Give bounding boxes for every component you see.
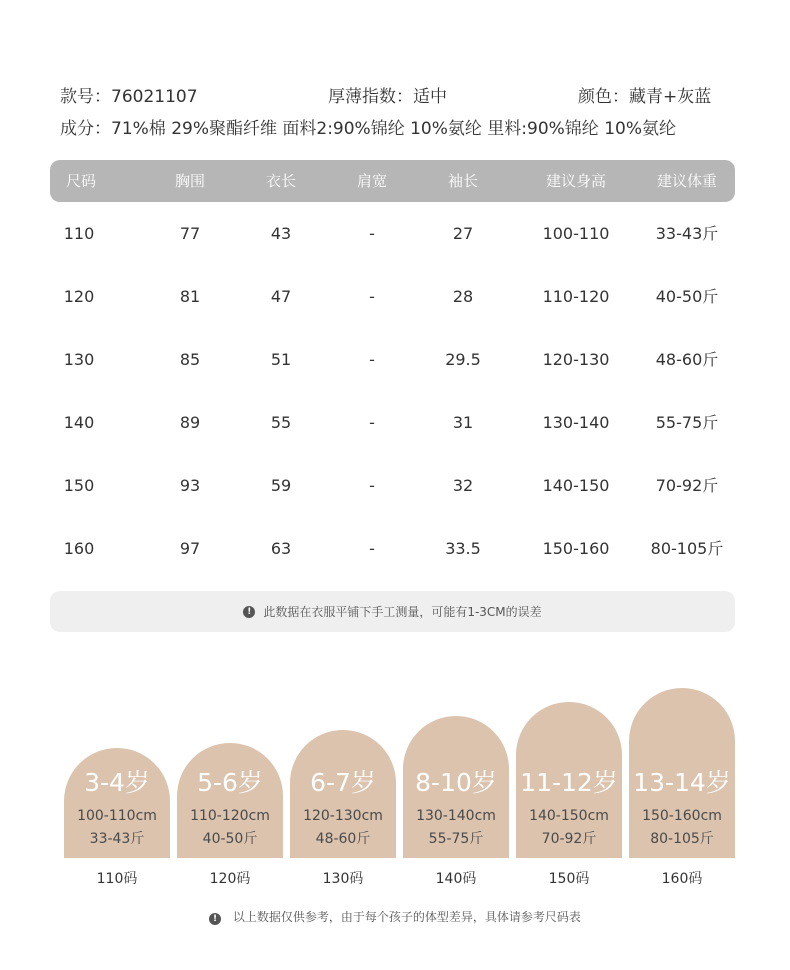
table-cell: 63 xyxy=(270,539,292,558)
arch-weight: 33-43斤 xyxy=(89,831,145,847)
arch-age: 11-12岁 xyxy=(520,768,618,797)
table-cell: 33.5 xyxy=(445,539,481,558)
arch-weight: 40-50斤 xyxy=(202,831,258,847)
size-table xyxy=(50,160,735,580)
arch-size-label: 120码 xyxy=(209,871,251,887)
table-cell: 93 xyxy=(179,476,201,495)
header-height: 建议身高 xyxy=(545,172,607,190)
table-cell: 150-160 xyxy=(542,539,610,558)
size-arch xyxy=(403,716,509,858)
header-chest: 胸围 xyxy=(174,172,206,190)
arch-age: 13-14岁 xyxy=(633,768,731,797)
info-icon: ! xyxy=(243,606,255,618)
table-row xyxy=(50,328,735,391)
table-cell: 100-110 xyxy=(542,224,610,243)
table-cell: 59 xyxy=(270,476,292,495)
arch-size-label: 140码 xyxy=(435,871,477,887)
table-cell: 70-92斤 xyxy=(655,476,719,495)
arch-height: 130-140cm xyxy=(416,808,496,824)
table-cell: - xyxy=(369,350,375,369)
header-shoulder: 肩宽 xyxy=(356,172,388,190)
header-sleeve: 袖长 xyxy=(447,172,479,190)
table-cell: 33-43斤 xyxy=(655,224,719,243)
arch-age: 6-7岁 xyxy=(310,768,376,797)
arch-height: 120-130cm xyxy=(303,808,383,824)
arch-size-label: 130码 xyxy=(322,871,364,887)
arch-height: 110-120cm xyxy=(190,808,270,824)
table-cell: 29.5 xyxy=(445,350,481,369)
arch-weight: 70-92斤 xyxy=(541,831,597,847)
header-size: 尺码 xyxy=(65,172,97,190)
table-cell: 40-50斤 xyxy=(655,287,719,306)
size-arch xyxy=(177,743,283,858)
info-row-1 xyxy=(60,82,740,107)
arch-weight: 48-60斤 xyxy=(315,831,371,847)
thickness-index: 厚薄指数：适中 xyxy=(328,87,447,107)
table-cell: - xyxy=(369,413,375,432)
table-cell: 160 xyxy=(63,539,95,558)
color-info: 颜色：藏青+灰蓝 xyxy=(578,87,712,107)
table-cell: 130 xyxy=(63,350,95,369)
composition: 成分：71%棉 29%聚酯纤维 面料2:90%锦纶 10%氨纶 里料:90%锦纶 10%氨纶 xyxy=(60,119,676,139)
table-row xyxy=(50,517,735,580)
table-row xyxy=(50,391,735,454)
table-cell: 97 xyxy=(179,539,201,558)
arch-height: 100-110cm xyxy=(77,808,157,824)
size-guide xyxy=(64,680,735,858)
table-cell: - xyxy=(369,539,375,558)
table-cell: 31 xyxy=(452,413,474,432)
bottom-note xyxy=(0,908,790,925)
table-cell: 110 xyxy=(63,224,95,243)
arch-size-label: 150码 xyxy=(548,871,590,887)
table-cell: 85 xyxy=(179,350,201,369)
arch-size-label: 110码 xyxy=(96,871,138,887)
size-arch xyxy=(516,702,622,858)
table-cell: 28 xyxy=(452,287,474,306)
arch-weight: 80-105斤 xyxy=(650,831,714,847)
table-cell: 130-140 xyxy=(542,413,610,432)
arch-height: 150-160cm xyxy=(642,808,722,824)
notice-text: 此数据在衣服平铺下手工测量，可能有1-3CM的误差 xyxy=(263,605,542,619)
style-number: 款号：76021107 xyxy=(60,87,198,107)
table-row xyxy=(50,202,735,265)
table-cell: 120-130 xyxy=(542,350,610,369)
bottom-note-text: 以上数据仅供参考，由于每个孩子的体型差异，具体请参考尺码表 xyxy=(232,910,581,924)
size-arch xyxy=(64,748,170,858)
table-cell: - xyxy=(369,287,375,306)
table-row xyxy=(50,454,735,517)
table-cell: 48-60斤 xyxy=(655,350,719,369)
size-arch xyxy=(629,688,735,858)
table-cell: - xyxy=(369,476,375,495)
table-cell: 27 xyxy=(452,224,474,243)
table-cell: - xyxy=(369,224,375,243)
table-cell: 55-75斤 xyxy=(655,413,719,432)
table-cell: 110-120 xyxy=(542,287,610,306)
table-cell: 80-105斤 xyxy=(650,539,724,558)
measurement-notice xyxy=(50,591,735,632)
table-header xyxy=(50,160,735,202)
size-arch xyxy=(290,730,396,858)
table-cell: 55 xyxy=(270,413,292,432)
arch-age: 3-4岁 xyxy=(84,768,150,797)
arch-age: 8-10岁 xyxy=(415,768,497,797)
table-row xyxy=(50,265,735,328)
arch-weight: 55-75斤 xyxy=(428,831,484,847)
arch-height: 140-150cm xyxy=(529,808,609,824)
table-cell: 77 xyxy=(179,224,201,243)
table-cell: 32 xyxy=(452,476,474,495)
table-cell: 140 xyxy=(63,413,95,432)
header-weight: 建议体重 xyxy=(656,172,718,190)
table-cell: 47 xyxy=(270,287,292,306)
table-cell: 51 xyxy=(270,350,292,369)
table-cell: 81 xyxy=(179,287,201,306)
table-cell: 120 xyxy=(63,287,95,306)
info-icon: ! xyxy=(209,913,221,925)
header-length: 衣长 xyxy=(265,172,297,190)
arch-size-label: 160码 xyxy=(661,871,703,887)
table-cell: 150 xyxy=(63,476,95,495)
table-cell: 43 xyxy=(270,224,292,243)
table-cell: 140-150 xyxy=(542,476,610,495)
arch-age: 5-6岁 xyxy=(197,768,263,797)
table-cell: 89 xyxy=(179,413,201,432)
table-body xyxy=(50,202,735,580)
